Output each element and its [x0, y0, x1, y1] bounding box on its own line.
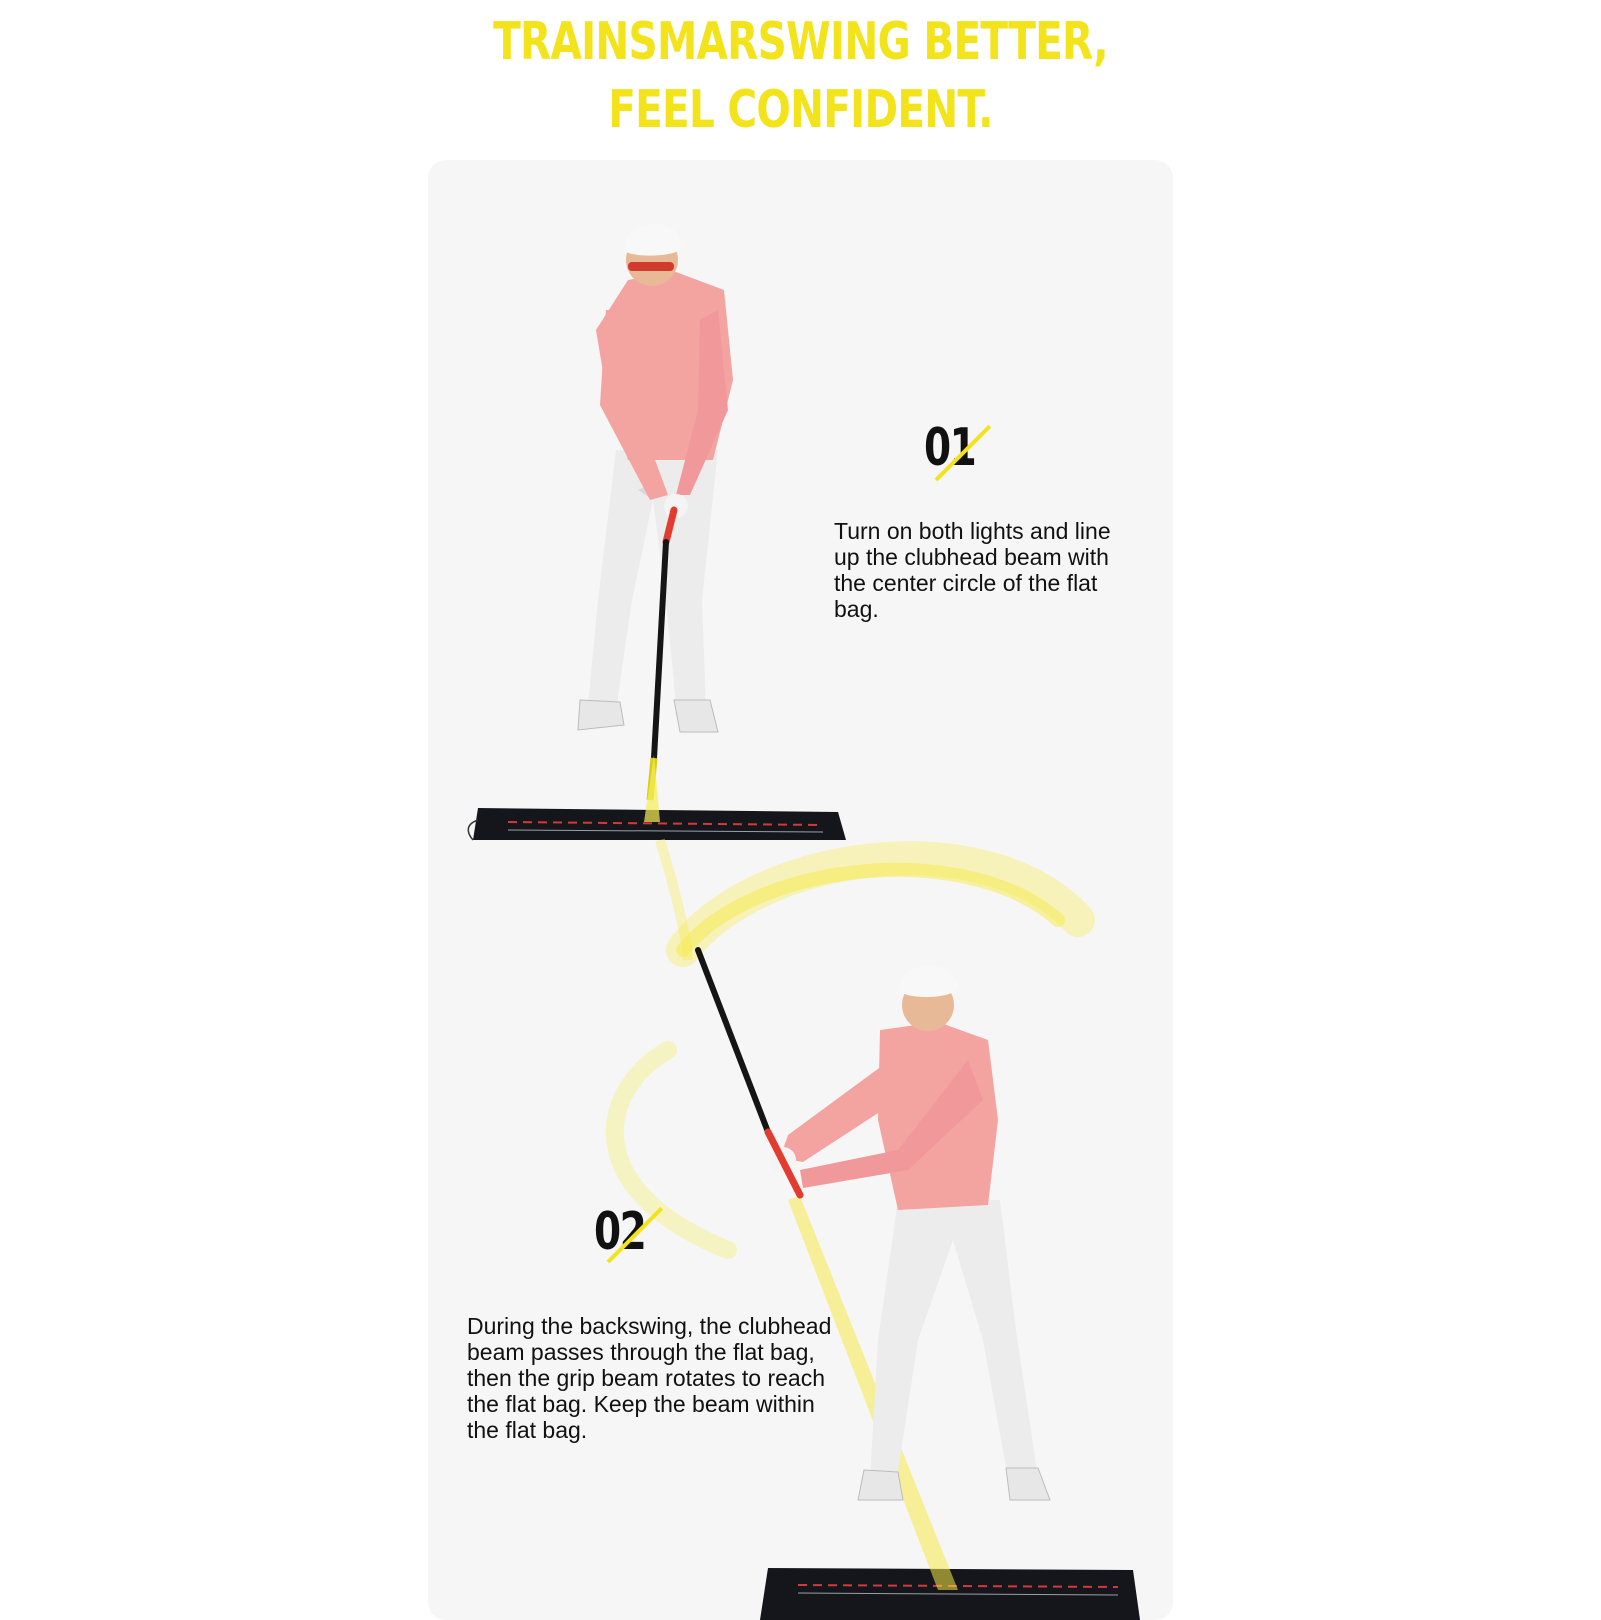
headline [176, 8, 1425, 144]
headline-line-2: FEEL CONFIDENT. [608, 80, 993, 140]
step-2-number: 02 [594, 1202, 646, 1262]
swing-light-arc [615, 840, 1078, 1250]
headline-line-1: TRAINSMARSWING BETTER, [493, 12, 1108, 72]
step-2-description: During the backswing, the clubhead beam passes through the flat bag, then the grip beam rotates to reach the flat bag. Keep the beam within the flat bag. [467, 1313, 832, 1443]
step-1-number: 01 [924, 418, 976, 478]
golfer-backswing-figure [698, 950, 1140, 1620]
instruction-panel [428, 160, 1173, 1620]
golfer-address-figure [468, 224, 846, 840]
step-1-description: Turn on both lights and line up the clubhead beam with the center circle of the flat bag. [834, 518, 1111, 622]
